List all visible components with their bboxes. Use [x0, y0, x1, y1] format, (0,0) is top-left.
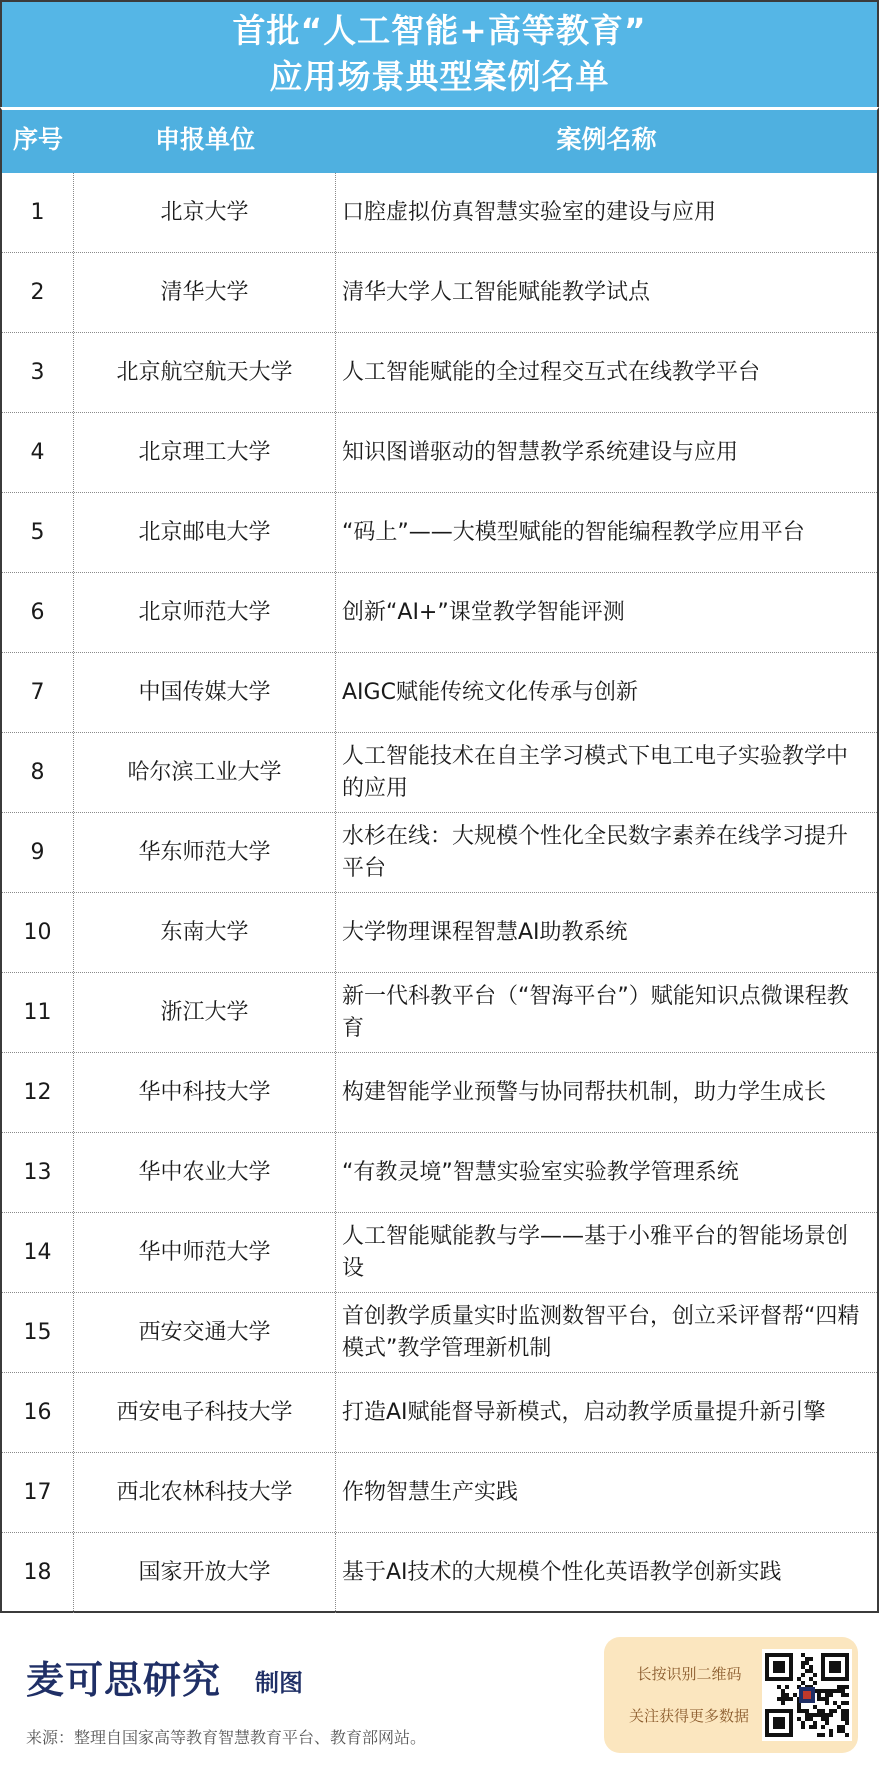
row-unit: [74, 893, 336, 972]
row-case: [336, 813, 877, 892]
row-case: [336, 1293, 877, 1372]
row-unit-text: 北京大学: [160, 199, 249, 225]
row-unit: [74, 653, 336, 732]
row-case-text: AIGC赋能传统文化传承与创新: [342, 679, 638, 705]
table-row: [2, 1373, 877, 1453]
qr-caption-2: 关注获得更多数据: [628, 1707, 749, 1725]
row-unit: [74, 573, 336, 652]
row-case: [336, 1533, 877, 1613]
table-row: [2, 1533, 877, 1613]
row-index: [2, 173, 74, 252]
row-case: [336, 733, 877, 812]
row-case: [336, 1213, 877, 1292]
header-case: 案例名称: [556, 125, 657, 154]
table-row: [2, 1213, 877, 1293]
row-unit-text: 华中师范大学: [138, 1239, 271, 1265]
row-case-text: 基于AI技术的大规模个性化英语教学创新实践: [342, 1560, 782, 1585]
row-unit-text: 东南大学: [160, 919, 249, 945]
row-index: [2, 1213, 74, 1292]
table-row: [2, 813, 877, 893]
title-line-2: 应用场景典型案例名单: [269, 57, 610, 96]
row-unit: [74, 253, 336, 332]
table-row: [2, 733, 877, 813]
row-unit: [74, 1213, 336, 1292]
row-case: [336, 653, 877, 732]
row-index: [2, 973, 74, 1052]
row-unit: [74, 813, 336, 892]
row-unit: [74, 333, 336, 412]
row-unit: [74, 173, 336, 252]
row-case: [336, 1453, 877, 1532]
row-unit-text: 西安电子科技大学: [116, 1399, 293, 1425]
row-case-text: 首创教学质量实时监测数智平台，创立采评督帮“四精模式”教学管理新机制: [342, 1303, 860, 1361]
row-case: [336, 493, 877, 572]
row-case: [336, 1133, 877, 1212]
row-unit: [74, 493, 336, 572]
title-line-1: 首批“人工智能+高等教育”: [232, 11, 647, 50]
row-case: [336, 1373, 877, 1452]
table-row: [2, 1133, 877, 1213]
row-unit-text: 北京师范大学: [138, 599, 271, 625]
row-case-text: 新一代科教平台（“智海平台”）赋能知识点微课程教育: [342, 983, 849, 1041]
row-unit-text: 西北农林科技大学: [116, 1479, 293, 1505]
row-case-text: 人工智能赋能教与学——基于小雅平台的智能场景创设: [342, 1223, 849, 1281]
row-unit: [74, 1453, 336, 1532]
brand-suffix: 制图: [255, 1669, 303, 1697]
row-unit: [74, 1053, 336, 1132]
qr-caption-1: 长按识别二维码: [636, 1665, 742, 1683]
row-case-text: 知识图谱驱动的智慧教学系统建设与应用: [342, 439, 739, 465]
row-unit-text: 华中农业大学: [138, 1159, 271, 1185]
row-unit-text: 北京理工大学: [138, 439, 271, 465]
table-row: [2, 1293, 877, 1373]
title-banner: [0, 0, 879, 107]
table-row: [2, 1053, 877, 1133]
table-row: [2, 1453, 877, 1533]
row-index: [2, 733, 74, 812]
row-case: [336, 333, 877, 412]
row-index: [2, 1293, 74, 1372]
row-case-text: 作物智慧生产实践: [342, 1479, 519, 1505]
row-case-text: “码上”——大模型赋能的智能编程教学应用平台: [342, 519, 805, 545]
row-case-text: “有教灵境”智慧实验室实验教学管理系统: [342, 1159, 739, 1185]
row-index: [2, 813, 74, 892]
row-case-text: 大学物理课程智慧AI助教系统: [342, 919, 628, 945]
row-case: [336, 173, 877, 252]
row-index-text: 15: [23, 1319, 52, 1345]
table-row: [2, 653, 877, 733]
row-index-text: 14: [23, 1239, 52, 1265]
row-index-text: 10: [23, 919, 52, 945]
row-index: [2, 493, 74, 572]
row-unit: [74, 733, 336, 812]
row-index-text: 16: [23, 1399, 52, 1425]
table-row: [2, 573, 877, 653]
row-case-text: 人工智能技术在自主学习模式下电工电子实验教学中的应用: [342, 743, 849, 801]
table-row: [2, 973, 877, 1053]
row-index-text: 3: [30, 359, 45, 385]
row-unit-text: 华中科技大学: [138, 1079, 271, 1105]
source-note: 来源：整理自国家高等教育智慧教育平台、教育部网站。: [26, 1728, 427, 1747]
row-unit: [74, 973, 336, 1052]
row-case: [336, 573, 877, 652]
row-unit-text: 国家开放大学: [138, 1560, 271, 1585]
row-case: [336, 253, 877, 332]
row-case-text: 打造AI赋能督导新模式，启动教学质量提升新引擎: [342, 1399, 826, 1425]
row-index-text: 13: [23, 1159, 52, 1185]
header-index: 序号: [12, 125, 63, 154]
qr-code-icon[interactable]: [762, 1649, 852, 1741]
row-unit: [74, 1533, 336, 1613]
row-index: [2, 1133, 74, 1212]
row-case-text: 口腔虚拟仿真智慧实验室的建设与应用: [342, 199, 717, 225]
row-case-text: 清华大学人工智能赋能教学试点: [342, 279, 651, 305]
row-case-text: 水杉在线：大规模个性化全民数字素养在线学习提升平台: [342, 823, 849, 881]
row-index-text: 17: [23, 1479, 52, 1505]
row-index: [2, 573, 74, 652]
row-index: [2, 413, 74, 492]
row-unit: [74, 413, 336, 492]
row-index: [2, 253, 74, 332]
row-index-text: 11: [23, 999, 52, 1025]
row-index-text: 4: [30, 439, 45, 465]
row-index: [2, 893, 74, 972]
qr-card: [604, 1637, 858, 1753]
row-case: [336, 1053, 877, 1132]
row-unit: [74, 1373, 336, 1452]
header-unit: 申报单位: [154, 125, 255, 154]
row-case-text: 创新“AI+”课堂教学智能评测: [342, 599, 625, 625]
table-row: [2, 893, 877, 973]
table-row: [2, 413, 877, 493]
row-case-text: 构建智能学业预警与协同帮扶机制，助力学生成长: [342, 1079, 827, 1105]
row-unit-text: 北京邮电大学: [138, 519, 271, 545]
table-row: [2, 493, 877, 573]
row-index: [2, 1053, 74, 1132]
row-index-text: 18: [23, 1560, 52, 1585]
case-table: [0, 173, 879, 1613]
footer: [0, 1613, 879, 1774]
row-unit-text: 浙江大学: [160, 999, 249, 1025]
table-row: [2, 253, 877, 333]
row-case: [336, 973, 877, 1052]
row-index-text: 8: [30, 759, 45, 785]
row-unit: [74, 1293, 336, 1372]
row-unit-text: 哈尔滨工业大学: [127, 759, 282, 785]
row-case: [336, 413, 877, 492]
brand-logo-text: 麦可思研究: [26, 1658, 222, 1702]
row-unit-text: 华东师范大学: [138, 839, 271, 865]
table-row: [2, 173, 877, 253]
row-case: [336, 893, 877, 972]
row-index-text: 5: [30, 519, 45, 545]
row-index-text: 9: [30, 839, 45, 865]
row-index-text: 2: [30, 279, 45, 305]
row-unit-text: 中国传媒大学: [138, 679, 271, 705]
row-index: [2, 1373, 74, 1452]
row-case-text: 人工智能赋能的全过程交互式在线教学平台: [342, 359, 761, 385]
row-index: [2, 653, 74, 732]
row-index: [2, 1533, 74, 1613]
row-index: [2, 333, 74, 412]
row-unit-text: 北京航空航天大学: [116, 359, 293, 385]
row-index: [2, 1453, 74, 1532]
row-index-text: 12: [23, 1079, 52, 1105]
row-index-text: 1: [30, 199, 45, 225]
table-header: [0, 107, 879, 173]
row-unit-text: 西安交通大学: [138, 1319, 271, 1345]
row-index-text: 7: [30, 679, 45, 705]
row-unit: [74, 1133, 336, 1212]
row-unit-text: 清华大学: [160, 279, 249, 305]
row-index-text: 6: [30, 599, 45, 625]
table-row: [2, 333, 877, 413]
